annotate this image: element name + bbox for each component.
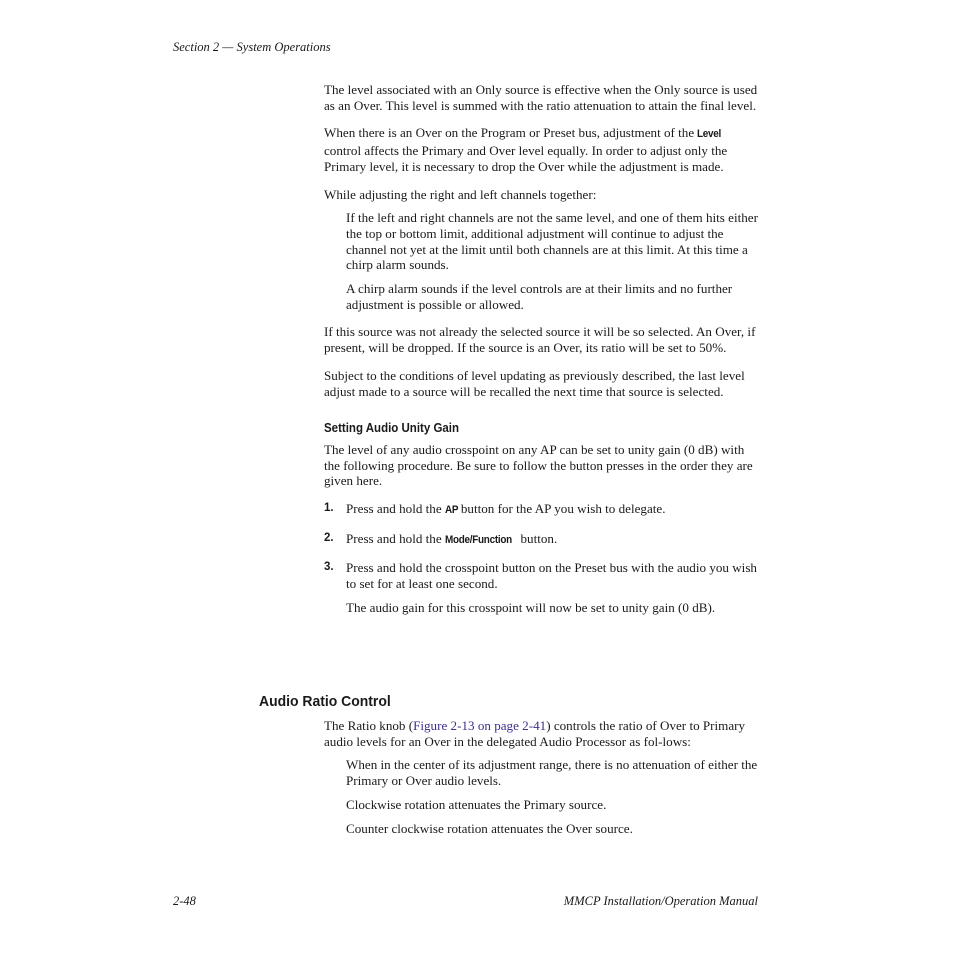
paragraph-over-level: When there is an Over on the Program or Preset bus, adjustment of the Level control affects the Primary and Over level equally. In order to adjust only the Primary level, it is necessary to drop the Over while the adjustment is made. bbox=[324, 125, 728, 174]
heading-audio-ratio-control: Audio Ratio Control bbox=[259, 693, 391, 710]
paragraph-level-recall: Subject to the conditions of level updating as previously described, the last level adjust made to a source will be recalled the next time that source is selected. bbox=[324, 367, 745, 399]
ratio-body bbox=[324, 718, 758, 836]
paragraph-channel-limit: If the left and right channels are not the same level, and one of them hits either the top or bottom limit, additional adjustment will continue to adjust the channel not yet at the limit until both channels are at this limit. At this time a chirp alarm sounds. bbox=[346, 210, 758, 273]
paragraph-unity-intro: The level of any audio crosspoint on any AP can be set to unity gain (0 dB) with the following procedure. Be sure to follow the button presses in the order they are given here. bbox=[324, 441, 753, 489]
manual-title: MMCP Installation/Operation Manual bbox=[563, 894, 758, 908]
body-text bbox=[324, 82, 758, 616]
paragraph-ratio-intro: The Ratio knob (Figure 2-13 on page 2-41) controls the ratio of Over to Primary audio levels for an Over in the delegated Audio Processor as fol-lows: bbox=[324, 718, 746, 749]
step-1: 1. Press and hold the AP button for the AP you wish to delegate. bbox=[324, 501, 758, 519]
paragraph-unity-result: The audio gain for this crosspoint will now be set to unity gain (0 dB). bbox=[346, 599, 716, 615]
paragraph-chirp-alarm: A chirp alarm sounds if the level controls are at their limits and no further adjustment is possible or allowed. bbox=[346, 281, 733, 312]
subheading-unity-gain: Setting Audio Unity Gain bbox=[324, 421, 460, 436]
level-control-label: Level bbox=[697, 128, 722, 141]
mode-function-button-label: Mode/Function bbox=[444, 533, 512, 546]
paragraph-only-source: The level associated with an Only source is effective when the Only source is used as an Over. This level is summed with the ratio attenuation to attain the final level. bbox=[324, 82, 758, 113]
paragraph-adjusting-channels: While adjusting the right and left channels together: bbox=[324, 186, 597, 202]
paragraph-source-selection: If this source was not already the selected source it will be so selected. An Over, if present, will be dropped. If the source is an Over, its ratio will be set to 50%. bbox=[324, 324, 756, 356]
paragraph-ratio-clockwise: Clockwise rotation attenuates the Primary source. bbox=[346, 796, 607, 812]
figure-cross-reference-link[interactable]: Figure 2-13 on page 2-41 bbox=[413, 718, 547, 733]
ap-button-label: AP bbox=[444, 504, 459, 517]
paragraph-ratio-counterclockwise: Counter clockwise rotation attenuates the Over source. bbox=[346, 820, 633, 836]
page-number: 2-48 bbox=[173, 894, 196, 908]
running-header: Section 2 — System Operations bbox=[173, 40, 331, 54]
paragraph-ratio-center: When in the center of its adjustment range, there is no attenuation of either the Primary or Over audio levels. bbox=[346, 757, 758, 789]
step-3: 3. Press and hold the crosspoint button on the Preset bus with the audio you wish to set for at least one second. bbox=[324, 560, 757, 592]
step-2: 2. Press and hold the Mode/Function button. bbox=[324, 531, 758, 549]
